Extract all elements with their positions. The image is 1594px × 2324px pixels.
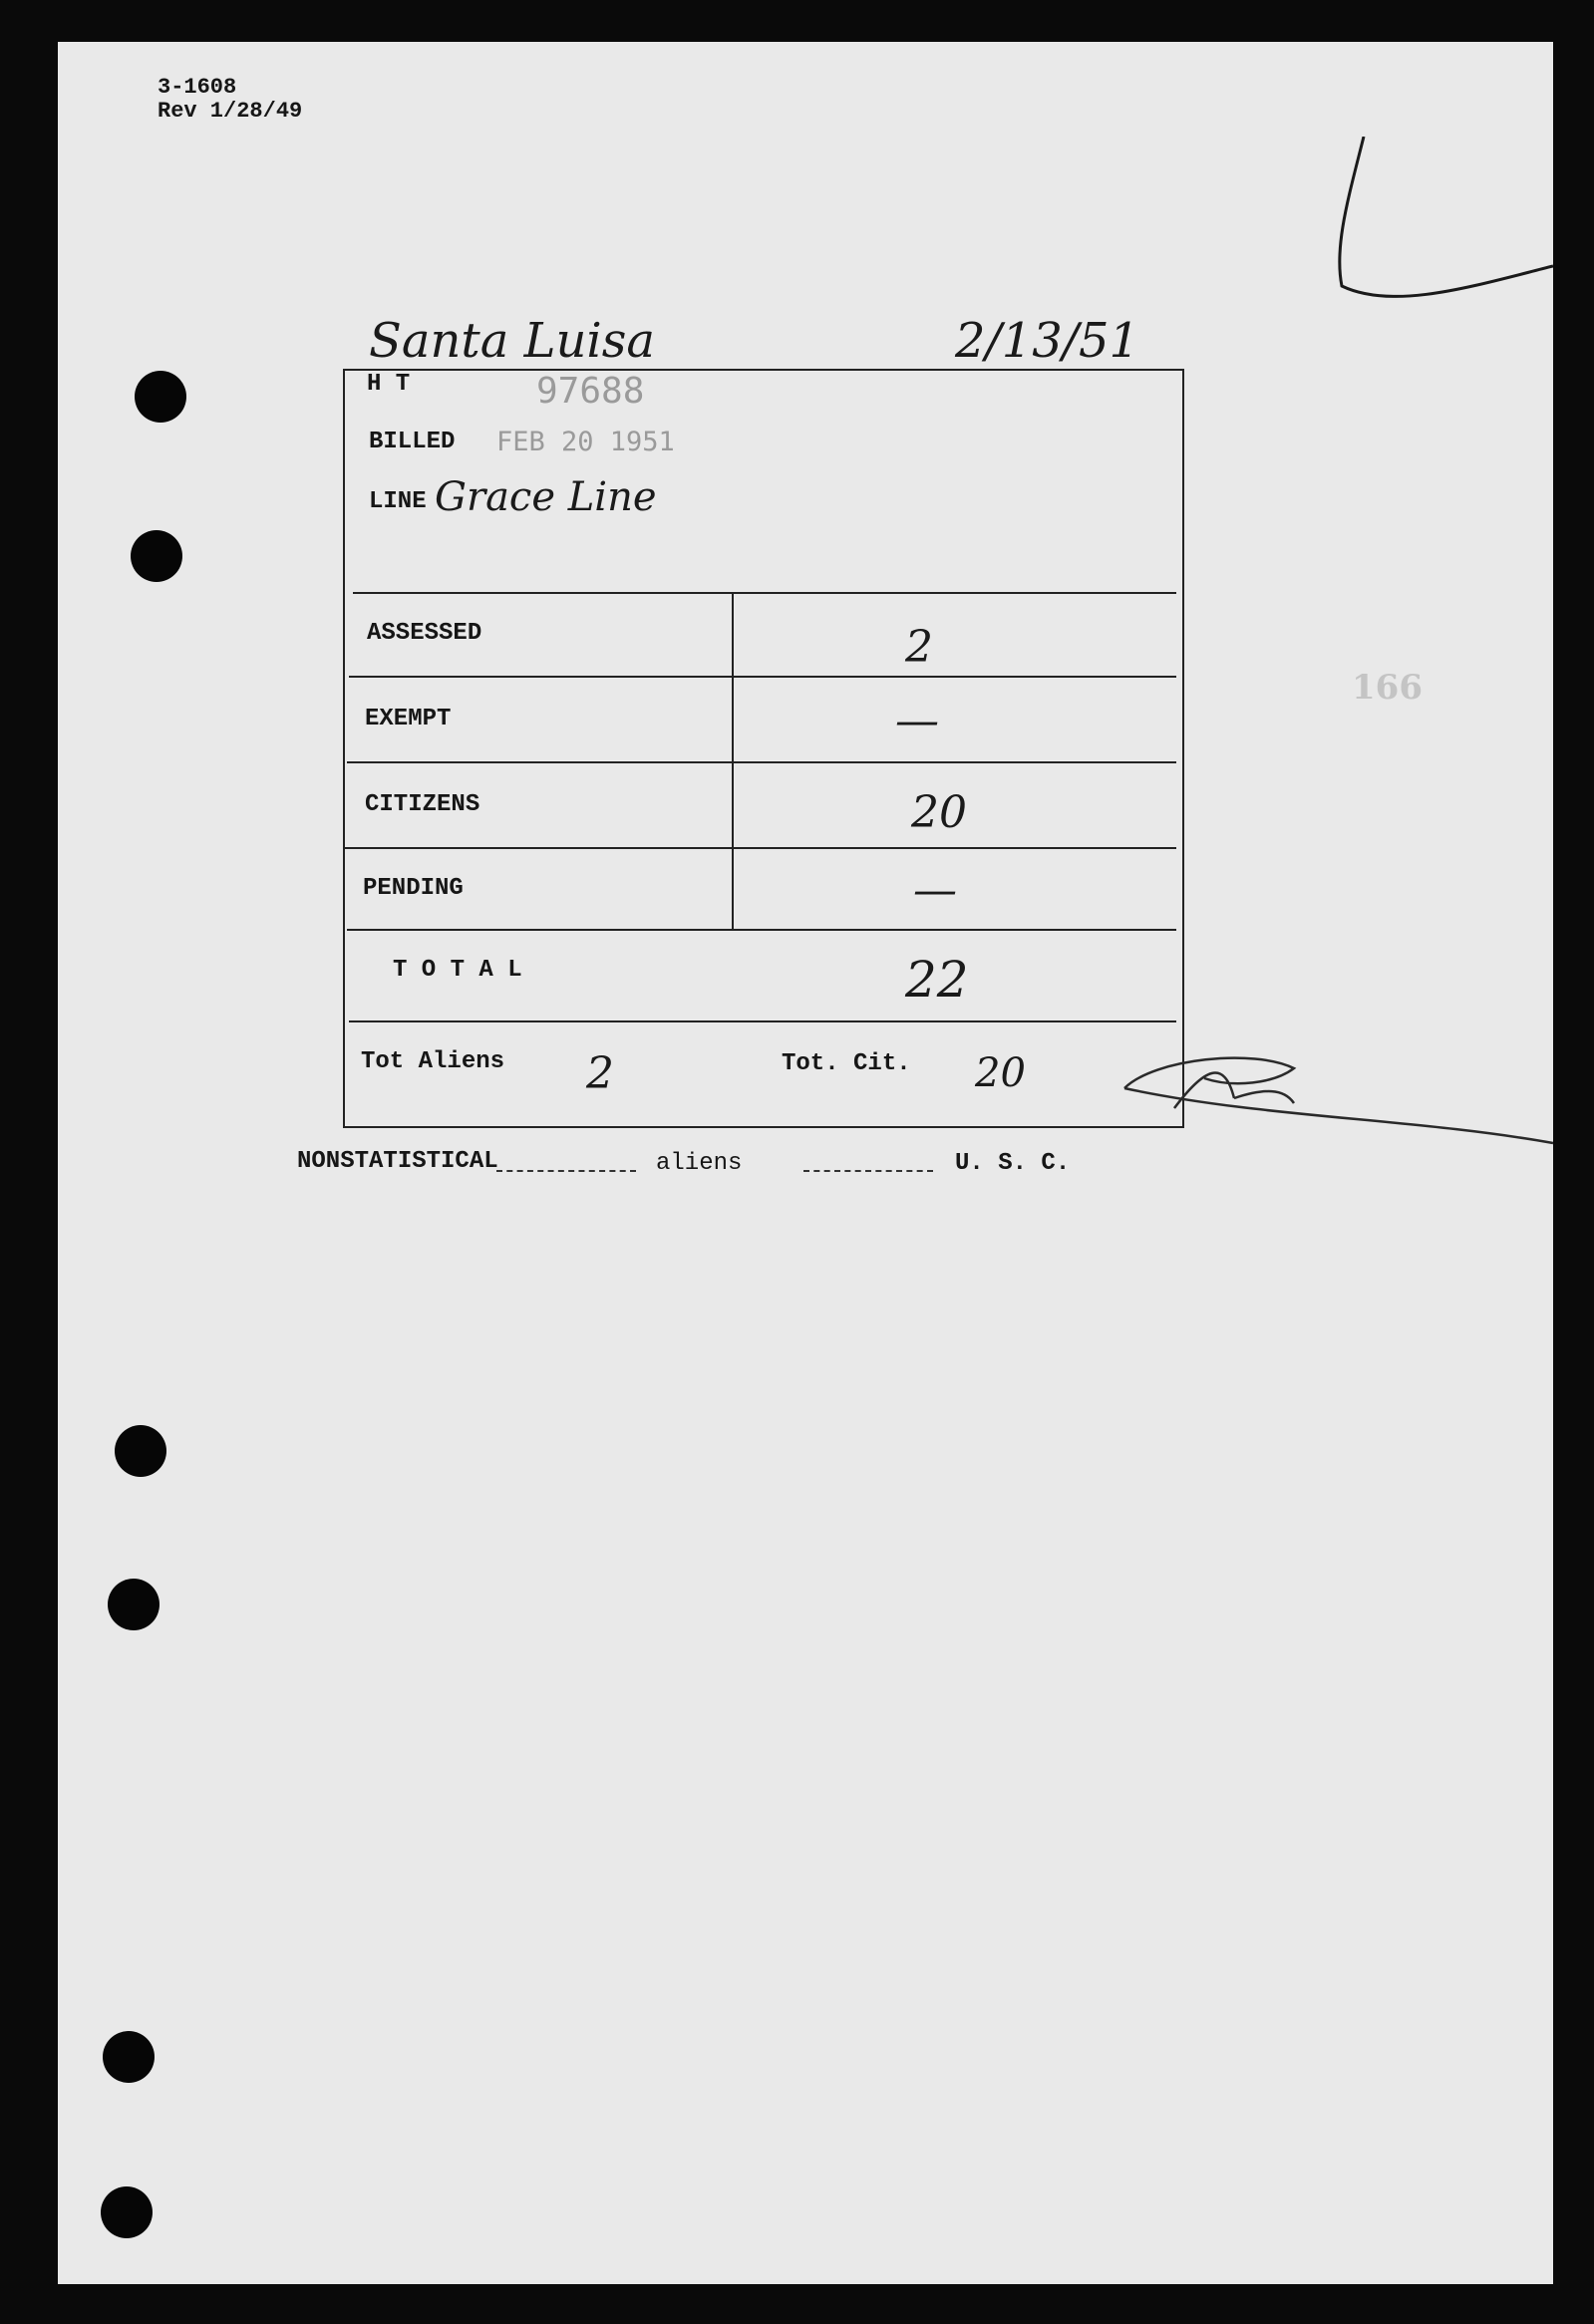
ht-label: H T	[367, 371, 411, 398]
line-label: LINE	[369, 488, 427, 515]
punch-hole	[131, 530, 182, 582]
billed-label: BILLED	[369, 429, 456, 455]
initials-signature	[1115, 1048, 1553, 1148]
tot-aliens-value: 2	[586, 1048, 614, 1099]
tot-cit-value: 20	[975, 1050, 1026, 1096]
document-page	[58, 42, 1553, 2284]
line-name: Grace Line	[435, 474, 657, 520]
form-number: 3-1608	[158, 75, 237, 100]
citizens-label: CITIZENS	[365, 791, 480, 818]
total-value: 22	[905, 951, 969, 1009]
pending-value: —	[913, 865, 957, 916]
form-revision: Rev 1/28/49	[158, 99, 303, 124]
pending-label: PENDING	[363, 875, 464, 902]
punch-hole	[115, 1425, 166, 1477]
vessel-name: Santa Luisa	[369, 313, 655, 369]
ht-number-stamp: 97688	[536, 371, 645, 412]
nonstatistical-blank	[496, 1170, 636, 1172]
aliens-label: aliens	[656, 1150, 743, 1177]
form-number-block	[158, 76, 302, 124]
punch-hole	[135, 371, 186, 423]
citizens-value: 20	[911, 787, 967, 838]
usc-label: U. S. C.	[955, 1150, 1071, 1177]
punch-hole	[101, 2186, 153, 2238]
exempt-label: EXEMPT	[365, 706, 452, 732]
page-number: 166	[1352, 668, 1423, 708]
assessed-value: 2	[905, 622, 933, 673]
nonstatistical-label: NONSTATISTICAL	[297, 1148, 498, 1175]
margin-curve-mark	[1254, 137, 1553, 306]
tot-aliens-label: Tot Aliens	[361, 1048, 505, 1075]
assessed-label: ASSESSED	[367, 620, 482, 647]
billed-date-stamp: FEB 20 1951	[496, 427, 675, 457]
total-label: T O T A L	[393, 957, 522, 984]
tot-cit-label: Tot. Cit.	[782, 1050, 911, 1077]
punch-hole	[103, 2031, 155, 2083]
punch-hole	[108, 1579, 159, 1630]
aliens-blank	[803, 1170, 933, 1172]
header-date: 2/13/51	[955, 313, 1140, 369]
exempt-value: —	[895, 696, 939, 746]
